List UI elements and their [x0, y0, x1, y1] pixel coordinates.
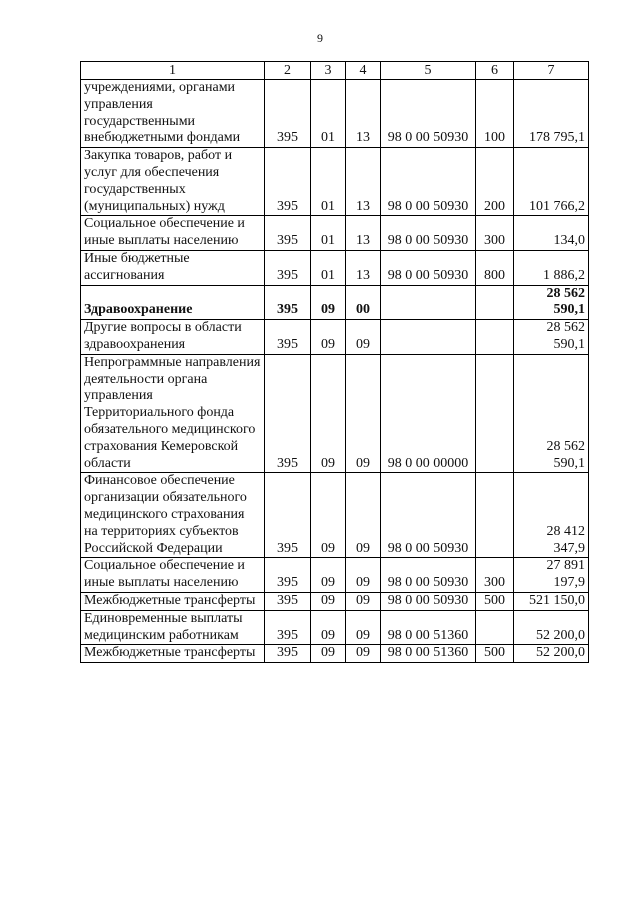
cell-amount: 28 562 590,1: [514, 354, 589, 473]
cell-amount: 178 795,1: [514, 80, 589, 148]
cell-name: Закупка товаров, работ и услуг для обеспечения государственных (муниципальных) нужд: [81, 148, 265, 216]
cell-section: 01: [311, 250, 346, 285]
cell-target-article: 98 0 00 50930: [381, 473, 476, 558]
cell-section: 09: [311, 610, 346, 645]
cell-name: Социальное обеспечение и иные выплаты населению: [81, 558, 265, 593]
table-row: [81, 285, 589, 320]
cell-target-article: 98 0 00 51360: [381, 610, 476, 645]
cell-expense-type: [476, 320, 514, 355]
cell-name: Непрограммные направления деятельности органа управления Территориального фонда обязательного медицинского страхования Кемеровской области: [81, 354, 265, 473]
cell-subsection: 13: [346, 216, 381, 251]
cell-expense-type: 300: [476, 558, 514, 593]
cell-section: 01: [311, 148, 346, 216]
header-col-7: 7: [514, 62, 589, 80]
cell-expense-type: 100: [476, 80, 514, 148]
cell-code-admin: 395: [265, 216, 311, 251]
cell-section: 09: [311, 285, 346, 320]
cell-target-article: 98 0 00 00000: [381, 354, 476, 473]
cell-subsection: 13: [346, 250, 381, 285]
table-row: [81, 250, 589, 285]
cell-name: Межбюджетные трансферты: [81, 645, 265, 663]
cell-section: 01: [311, 216, 346, 251]
cell-expense-type: 800: [476, 250, 514, 285]
cell-name: Межбюджетные трансферты: [81, 592, 265, 610]
budget-table: [80, 61, 589, 663]
cell-subsection: 09: [346, 354, 381, 473]
header-col-2: 2: [265, 62, 311, 80]
cell-subsection: 09: [346, 558, 381, 593]
cell-subsection: 09: [346, 645, 381, 663]
table-row: [81, 216, 589, 251]
cell-subsection: 13: [346, 148, 381, 216]
cell-amount: 28 412 347,9: [514, 473, 589, 558]
cell-name: Единовременные выплаты медицинским работникам: [81, 610, 265, 645]
cell-code-admin: 395: [265, 473, 311, 558]
cell-expense-type: [476, 610, 514, 645]
table-row: [81, 610, 589, 645]
table-row: [81, 354, 589, 473]
cell-section: 09: [311, 320, 346, 355]
cell-name: Другие вопросы в области здравоохранения: [81, 320, 265, 355]
table-row: [81, 558, 589, 593]
cell-subsection: 09: [346, 473, 381, 558]
cell-section: 09: [311, 645, 346, 663]
cell-target-article: [381, 320, 476, 355]
cell-section: 09: [311, 558, 346, 593]
table-header-row: [81, 62, 589, 80]
header-col-4: 4: [346, 62, 381, 80]
cell-amount: 27 891 197,9: [514, 558, 589, 593]
cell-target-article: [381, 285, 476, 320]
cell-target-article: 98 0 00 50930: [381, 558, 476, 593]
cell-subsection: 13: [346, 80, 381, 148]
cell-target-article: 98 0 00 50930: [381, 592, 476, 610]
cell-expense-type: [476, 285, 514, 320]
cell-name: учреждениями, органами управления государственными внебюджетными фондами: [81, 80, 265, 148]
cell-section: 09: [311, 354, 346, 473]
cell-name: Иные бюджетные ассигнования: [81, 250, 265, 285]
cell-amount: 521 150,0: [514, 592, 589, 610]
cell-amount: 52 200,0: [514, 610, 589, 645]
cell-target-article: 98 0 00 51360: [381, 645, 476, 663]
cell-expense-type: 500: [476, 592, 514, 610]
cell-code-admin: 395: [265, 250, 311, 285]
cell-name: Финансовое обеспечение организации обязательного медицинского страхования на территориях субъектов Российской Федерации: [81, 473, 265, 558]
cell-amount: 52 200,0: [514, 645, 589, 663]
cell-subsection: 09: [346, 592, 381, 610]
table-row: [81, 473, 589, 558]
table-row: [81, 80, 589, 148]
cell-amount: 1 886,2: [514, 250, 589, 285]
cell-amount: 28 562 590,1: [514, 320, 589, 355]
cell-code-admin: 395: [265, 592, 311, 610]
cell-target-article: 98 0 00 50930: [381, 148, 476, 216]
cell-name: Социальное обеспечение и иные выплаты населению: [81, 216, 265, 251]
cell-code-admin: 395: [265, 80, 311, 148]
table-row: [81, 645, 589, 663]
cell-subsection: 09: [346, 320, 381, 355]
cell-code-admin: 395: [265, 645, 311, 663]
cell-expense-type: 500: [476, 645, 514, 663]
table-body: [81, 80, 589, 663]
cell-expense-type: [476, 473, 514, 558]
cell-amount: 28 562 590,1: [514, 285, 589, 320]
cell-amount: 134,0: [514, 216, 589, 251]
cell-code-admin: 395: [265, 285, 311, 320]
header-col-1: 1: [81, 62, 265, 80]
cell-code-admin: 395: [265, 354, 311, 473]
cell-subsection: 09: [346, 610, 381, 645]
cell-amount: 101 766,2: [514, 148, 589, 216]
cell-code-admin: 395: [265, 610, 311, 645]
cell-section: 09: [311, 473, 346, 558]
cell-section: 01: [311, 80, 346, 148]
page-number: 9: [317, 31, 323, 45]
cell-section: 09: [311, 592, 346, 610]
cell-subsection: 00: [346, 285, 381, 320]
cell-target-article: 98 0 00 50930: [381, 80, 476, 148]
cell-target-article: 98 0 00 50930: [381, 250, 476, 285]
cell-code-admin: 395: [265, 558, 311, 593]
cell-name: Здравоохранение: [81, 285, 265, 320]
cell-expense-type: [476, 354, 514, 473]
table-row: [81, 148, 589, 216]
cell-code-admin: 395: [265, 148, 311, 216]
cell-expense-type: 200: [476, 148, 514, 216]
table-row: [81, 592, 589, 610]
table-row: [81, 320, 589, 355]
header-col-5: 5: [381, 62, 476, 80]
cell-expense-type: 300: [476, 216, 514, 251]
header-col-3: 3: [311, 62, 346, 80]
header-col-6: 6: [476, 62, 514, 80]
cell-code-admin: 395: [265, 320, 311, 355]
cell-target-article: 98 0 00 50930: [381, 216, 476, 251]
